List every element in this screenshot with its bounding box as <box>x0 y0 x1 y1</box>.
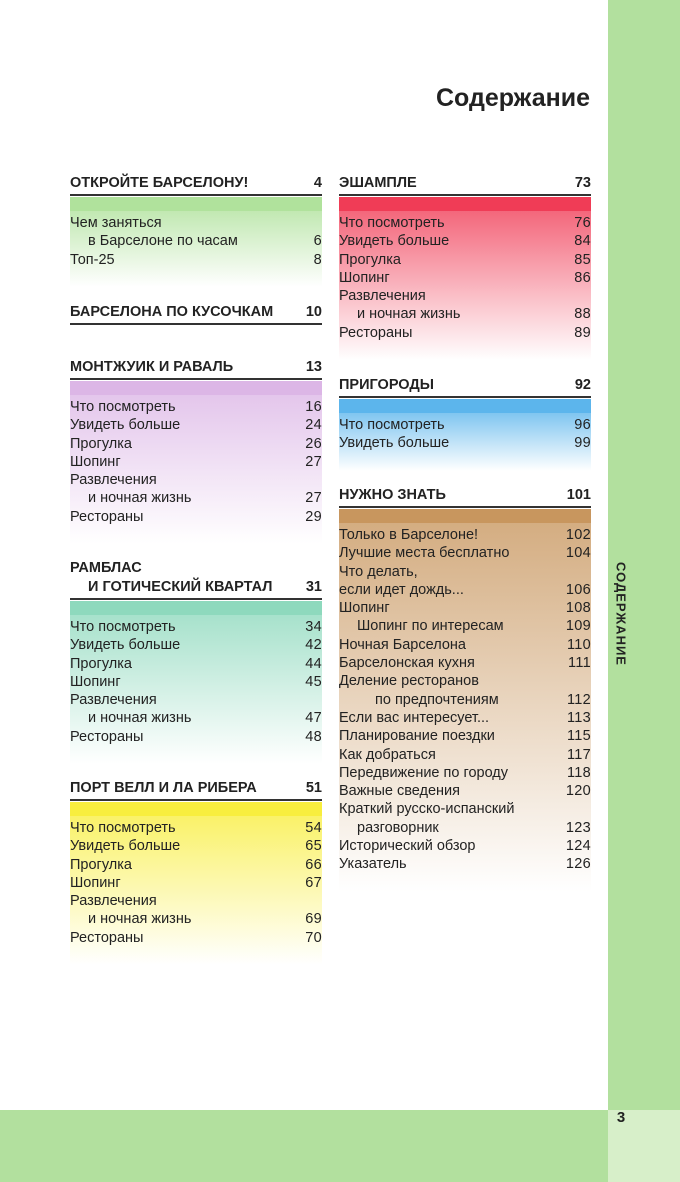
toc-entry-page: 34 <box>305 619 322 635</box>
toc-entry-title: Что посмотреть <box>70 619 176 635</box>
toc-entry-page: 126 <box>565 856 591 873</box>
toc-entry-title: Рестораны <box>70 508 144 525</box>
section-page: 73 <box>574 175 591 191</box>
toc-entry-page: 48 <box>305 728 322 745</box>
toc-entry-title: Планирование поездки <box>339 728 495 745</box>
toc-entry-page: 84 <box>574 233 591 250</box>
toc-entry-title: Только в Барселоне! <box>339 527 479 543</box>
section-page: 101 <box>566 487 591 503</box>
toc-entry <box>339 232 591 250</box>
toc-entry-title: Шопинг <box>339 600 390 617</box>
toc-entry <box>339 617 591 635</box>
side-section-label: СОДЕРЖАНИЕ <box>613 562 629 666</box>
toc-entry <box>70 655 322 673</box>
toc-entry <box>339 269 591 287</box>
toc-entry-page: 113 <box>566 709 591 726</box>
toc-entry-title: Передвижение по городу <box>339 764 509 781</box>
color-band <box>339 509 591 523</box>
toc-entry <box>339 287 591 305</box>
section-page: 31 <box>305 579 322 595</box>
toc-entry-page: 117 <box>566 746 591 763</box>
toc-entry-page: 106 <box>565 581 591 598</box>
toc-entry-title: Рестораны <box>70 929 144 946</box>
toc-list <box>339 211 591 360</box>
toc-entry <box>70 398 322 416</box>
toc-list <box>70 211 322 287</box>
section-pieces <box>70 303 322 325</box>
toc-entry-title: по предпочтениям <box>375 691 499 708</box>
toc-entry-title: Увидеть больше <box>339 233 450 250</box>
toc-entry-title: Шопинг <box>70 874 121 891</box>
toc-entry-title: Прогулка <box>70 435 132 452</box>
toc-entry-page: 111 <box>568 655 591 672</box>
toc-entry-page: 85 <box>574 251 591 268</box>
section-page: 4 <box>313 175 322 191</box>
toc-entry-title: Увидеть больше <box>70 637 181 654</box>
toc-entry <box>339 599 591 617</box>
toc-entry <box>339 691 591 709</box>
toc-entry-title: Что посмотреть <box>70 399 176 415</box>
section-title-line1: РАМБЛАС <box>70 560 142 576</box>
toc-entry <box>339 416 591 434</box>
toc-entry <box>339 544 591 562</box>
toc-entry-page: 88 <box>574 306 591 323</box>
toc-entry-page: 120 <box>565 783 591 800</box>
color-band <box>70 802 322 816</box>
toc-entry-page: 123 <box>565 819 591 836</box>
toc-entry-title: Важные сведения <box>339 783 460 800</box>
toc-entry-page: 102 <box>565 527 591 543</box>
toc-entry <box>339 214 591 232</box>
toc-entry-page: 89 <box>574 324 591 341</box>
toc-entry-page: 108 <box>565 600 591 617</box>
toc-entry <box>339 563 591 581</box>
toc-entry <box>70 453 322 471</box>
toc-entry-page: 27 <box>305 453 322 470</box>
toc-entry-page: 45 <box>305 673 322 690</box>
section-header <box>339 174 591 196</box>
toc-entry-page: 44 <box>305 655 322 672</box>
toc-entry-page: 109 <box>565 618 591 635</box>
toc-entry-page: 26 <box>305 435 322 452</box>
toc-entry <box>70 435 322 453</box>
section-montjuic <box>70 358 322 544</box>
page-number: 3 <box>616 1109 626 1126</box>
toc-entry <box>339 800 591 818</box>
section-page: 13 <box>305 359 322 375</box>
toc-entry <box>70 728 322 746</box>
toc-entry-title: Развлечения <box>70 893 157 910</box>
section-header <box>70 559 322 600</box>
section-ramblas <box>70 559 322 764</box>
toc-entry-title: Ночная Барселона <box>339 636 466 653</box>
section-header <box>70 358 322 380</box>
toc-entry-title: Исторический обзор <box>339 838 476 855</box>
toc-entry-page: 69 <box>305 911 322 928</box>
toc-entry <box>339 727 591 745</box>
toc-entry-title: Шопинг <box>70 673 121 690</box>
toc-entry <box>70 856 322 874</box>
toc-entry-page: 8 <box>313 251 322 268</box>
toc-entry-page: 24 <box>305 417 322 434</box>
toc-entry-title: Что посмотреть <box>339 417 445 433</box>
section-otkroyte <box>70 174 322 287</box>
section-title: ОТКРОЙТЕ БАРСЕЛОНУ! <box>70 175 249 191</box>
toc-entry-page: 124 <box>565 838 591 855</box>
toc-list <box>339 523 591 892</box>
section-nuzhno <box>339 486 591 892</box>
toc-entry-page: 86 <box>574 269 591 286</box>
toc-entry-title: в Барселоне по часам <box>88 233 238 250</box>
toc-entry-title: если идет дождь... <box>339 581 464 598</box>
section-prigorody <box>339 376 591 471</box>
toc-entry-page: 104 <box>565 545 591 562</box>
toc-entry <box>70 837 322 855</box>
toc-entry-title: Барселонская кухня <box>339 655 475 672</box>
toc-entry <box>70 910 322 928</box>
color-band <box>70 381 322 395</box>
toc-entry-title: Шопинг по интересам <box>357 618 504 635</box>
toc-entry-title: Рестораны <box>70 728 144 745</box>
toc-entry-page: 110 <box>566 636 591 653</box>
toc-entry-title: Развлечения <box>339 288 426 305</box>
toc-entry-title: Рестораны <box>339 324 413 341</box>
toc-entry <box>70 892 322 910</box>
toc-entry <box>339 434 591 452</box>
toc-entry <box>70 471 322 489</box>
toc-list <box>70 615 322 764</box>
toc-entry-title: Деление ресторанов <box>339 673 479 690</box>
section-title: НУЖНО ЗНАТЬ <box>339 487 446 503</box>
toc-entry-title: разговорник <box>357 819 439 836</box>
toc-entry <box>339 672 591 690</box>
toc-entry <box>339 526 591 544</box>
section-header <box>70 779 322 801</box>
toc-entry <box>70 618 322 636</box>
toc-entry-page: 65 <box>305 838 322 855</box>
toc-entry-page: 118 <box>566 764 591 781</box>
toc-entry <box>339 251 591 269</box>
toc-entry-title: Как добраться <box>339 746 436 763</box>
toc-entry <box>339 746 591 764</box>
section-title: МОНТЖУИК И РАВАЛЬ <box>70 359 234 375</box>
toc-entry <box>339 654 591 672</box>
toc-entry <box>70 929 322 947</box>
section-header <box>70 303 322 325</box>
toc-entry-title: Чем заняться <box>70 215 162 231</box>
section-header <box>70 174 322 196</box>
toc-entry-page: 16 <box>305 399 322 415</box>
toc-list <box>70 395 322 544</box>
section-title: ПРИГОРОДЫ <box>339 377 434 393</box>
section-header <box>339 486 591 508</box>
toc-entry-title: Что посмотреть <box>339 215 445 231</box>
toc-entry-page: 47 <box>305 710 322 727</box>
toc-entry <box>70 819 322 837</box>
color-band <box>339 197 591 211</box>
toc-entry-page: 67 <box>305 874 322 891</box>
toc-entry <box>70 232 322 250</box>
section-port <box>70 779 322 965</box>
toc-entry <box>70 251 322 269</box>
toc-entry-page: 112 <box>566 691 591 708</box>
toc-entry-title: и ночная жизнь <box>357 306 461 323</box>
toc-entry-page: 76 <box>574 215 591 231</box>
toc-entry <box>70 508 322 526</box>
toc-entry-title: и ночная жизнь <box>88 911 192 928</box>
color-band <box>70 197 322 211</box>
toc-entry-page: 70 <box>305 929 322 946</box>
toc-entry-page: 99 <box>574 435 591 452</box>
section-eixample <box>339 174 591 360</box>
toc-entry-title: Лучшие места бесплатно <box>339 545 510 562</box>
toc-entry-page: 29 <box>305 508 322 525</box>
toc-entry-title: и ночная жизнь <box>88 710 192 727</box>
toc-entry <box>339 819 591 837</box>
toc-entry-title: Если вас интересует... <box>339 709 490 726</box>
toc-entry-title: Развлечения <box>70 692 157 709</box>
color-band <box>70 601 322 615</box>
section-title: ПОРТ ВЕЛЛ И ЛА РИБЕРА <box>70 780 257 796</box>
section-page: 10 <box>305 304 322 320</box>
toc-entry-title: Что посмотреть <box>70 820 176 836</box>
section-title-line2: И ГОТИЧЕСКИЙ КВАРТАЛ <box>88 579 273 595</box>
toc-entry <box>339 837 591 855</box>
toc-entry <box>70 636 322 654</box>
toc-entry-title: Краткий русско-испанский <box>339 801 515 818</box>
bottom-color-bar <box>0 1110 608 1182</box>
toc-entry-title: Увидеть больше <box>339 435 450 452</box>
toc-entry <box>339 709 591 727</box>
toc-entry <box>339 324 591 342</box>
toc-entry-title: Прогулка <box>339 251 401 268</box>
toc-entry <box>339 305 591 323</box>
toc-entry-title: Увидеть больше <box>70 417 181 434</box>
toc-entry-title: Прогулка <box>70 856 132 873</box>
section-header <box>339 376 591 398</box>
toc-entry-page: 27 <box>305 490 322 507</box>
page-title: Содержание <box>435 84 590 112</box>
toc-entry-page: 6 <box>313 233 322 250</box>
toc-entry <box>70 416 322 434</box>
toc-entry <box>70 874 322 892</box>
section-title <box>70 559 272 597</box>
toc-entry-title: Шопинг <box>70 453 121 470</box>
toc-entry-title: и ночная жизнь <box>88 490 192 507</box>
side-color-bar <box>608 0 680 1110</box>
toc-entry-title: Прогулка <box>70 655 132 672</box>
toc-entry-page: 115 <box>566 728 591 745</box>
toc-entry <box>339 855 591 873</box>
toc-entry-page: 42 <box>305 637 322 654</box>
toc-list <box>70 816 322 965</box>
toc-entry-title: Что делать, <box>339 563 418 580</box>
section-title: БАРСЕЛОНА ПО КУСОЧКАМ <box>70 304 274 320</box>
toc-entry-title: Шопинг <box>339 269 390 286</box>
toc-entry-title: Развлечения <box>70 472 157 489</box>
toc-entry <box>70 709 322 727</box>
toc-entry <box>339 636 591 654</box>
toc-entry <box>70 214 322 232</box>
toc-entry-title: Топ-25 <box>70 251 115 268</box>
color-band <box>339 399 591 413</box>
section-page: 92 <box>574 377 591 393</box>
toc-entry-title: Указатель <box>339 856 407 873</box>
toc-entry-page: 54 <box>305 820 322 836</box>
toc-entry <box>339 764 591 782</box>
section-title: ЭШАМПЛЕ <box>339 175 417 191</box>
toc-entry <box>70 691 322 709</box>
toc-entry <box>70 673 322 691</box>
toc-entry <box>70 489 322 507</box>
toc-entry-title: Увидеть больше <box>70 838 181 855</box>
toc-entry-page: 66 <box>305 856 322 873</box>
toc-entry-page: 96 <box>574 417 591 433</box>
toc-entry <box>339 782 591 800</box>
section-page: 51 <box>305 780 322 796</box>
toc-entry <box>339 581 591 599</box>
toc-list <box>339 413 591 471</box>
